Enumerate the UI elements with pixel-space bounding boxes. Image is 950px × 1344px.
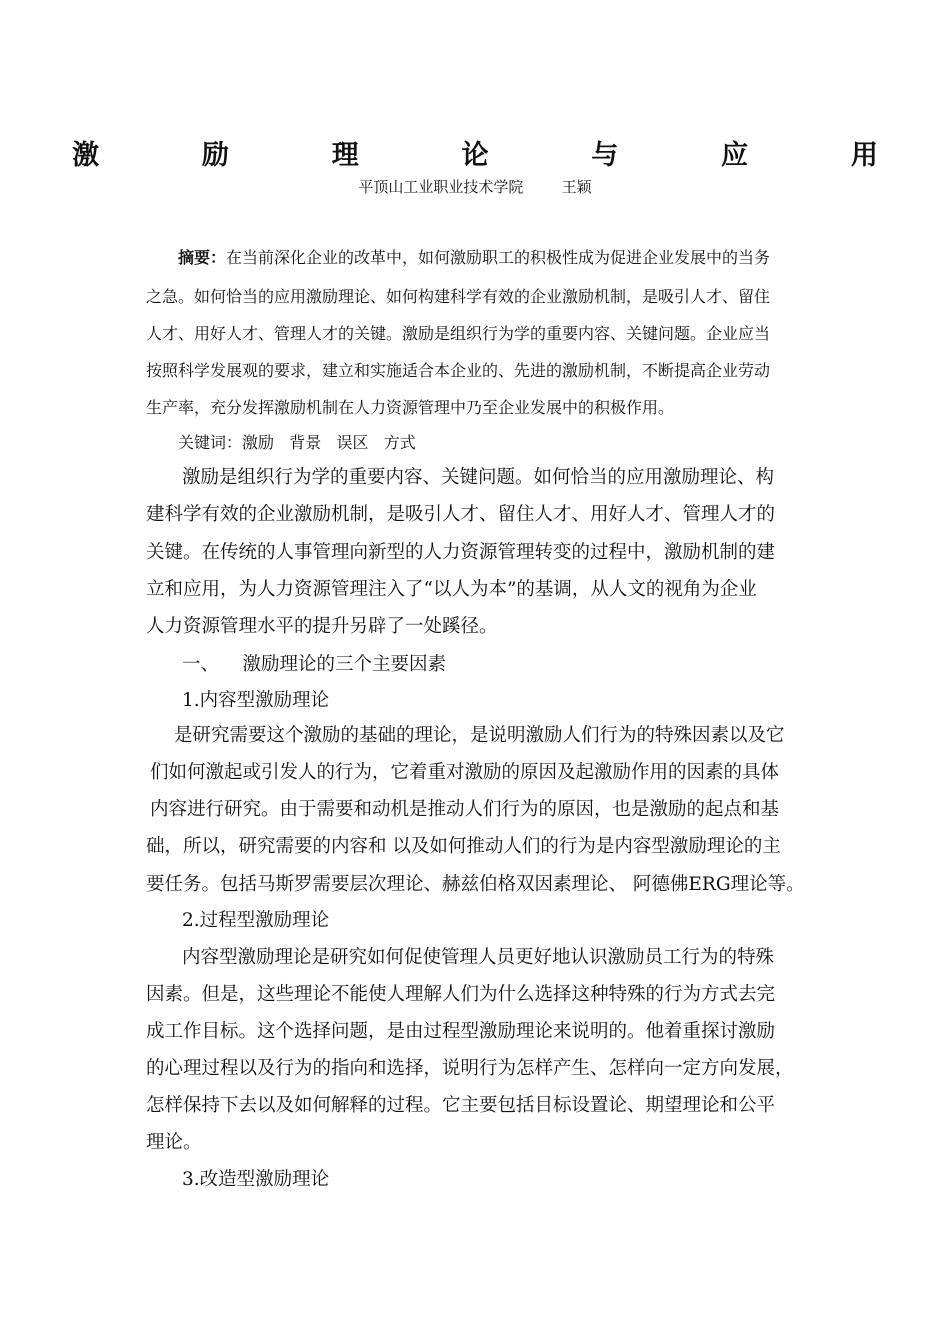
sub2-line: 内容型激励理论是研究如何促使管理人员更好地认识激励员工行为的特殊: [182, 947, 775, 968]
intro-line: 激励是组织行为学的重要内容、关键问题。如何恰当的应用激励理论、构: [182, 467, 775, 488]
sub2-line: 的心理过程以及行为的指向和选择，说明行为怎样产生、怎样向一定方向发展，: [146, 1058, 794, 1079]
intro-line: 关键。在传统的人事管理向新型的人力资源管理转变的过程中，激励机制的建: [146, 542, 776, 563]
abstract-line: 之急。如何恰当的应用激励理论、如何构建科学有效的企业激励机制，是吸引人才、留住: [146, 287, 771, 306]
intro-line: 建科学有效的企业激励机制，是吸引人才、留住人才、用好人才、管理人才的: [146, 504, 776, 525]
abstract-line-1: [178, 245, 770, 268]
abstract-line: 人才、用好人才、管理人才的关键。激励是组织行为学的重要内容、关键问题。企业应当: [146, 324, 771, 343]
intro-line: 人力资源管理水平的提升另辟了一处蹊径。: [146, 616, 498, 637]
document-title: 激 励 理 论 与 应 用: [72, 140, 906, 171]
sub1-line: 内容进行研究。由于需要和动机是推动人们行为的原因，也是激励的起点和基: [150, 799, 780, 820]
section-heading: 一、 激励理论的三个主要因素: [182, 654, 447, 675]
subsection-heading: 3.改造型激励理论: [182, 1169, 330, 1190]
sub1-line: 础，所以，研究需要的内容和 以及如何推动人们的行为是内容型激励理论的主: [146, 836, 781, 857]
keywords: 关键词：激励 背景 误区 方式: [178, 433, 416, 452]
abstract-text: 在当前深化企业的改革中，如何激励职工的积极性成为促进企业发展中的当务: [226, 248, 771, 267]
abstract-label: 摘要：: [178, 248, 227, 267]
author-affiliation: 平顶山工业职业技术学院 王颖: [358, 178, 592, 196]
abstract-line: 生产率，充分发挥激励机制在人力资源管理中乃至企业发展中的积极作用。: [146, 398, 675, 417]
sub1-line: 是研究需要这个激励的基础的理论，是说明激励人们行为的特殊因素以及它: [174, 725, 785, 746]
sub2-line: 成工作目标。这个选择问题，是由过程型激励理论来说明的。他着重探讨激励: [146, 1021, 776, 1042]
intro-line: 立和应用，为人力资源管理注入了“以人为本”的基调，从人文的视角为企业: [146, 579, 757, 600]
subsection-heading: 2.过程型激励理论: [182, 910, 330, 931]
sub2-line: 因素。但是，这些理论不能使人理解人们为什么选择这种特殊的行为方式去完: [146, 984, 776, 1005]
sub2-line: 理论。: [146, 1132, 202, 1153]
sub2-line: 怎样保持下去以及如何解释的过程。它主要包括目标设置论、期望理论和公平: [146, 1095, 776, 1116]
sub1-line: 们如何激起或引发人的行为，它着重对激励的原因及起激励作用的因素的具体: [150, 762, 780, 783]
sub1-line: 要任务。包括马斯罗需要层次理论、赫兹伯格双因素理论、 阿德佛ERG理论等。: [146, 874, 805, 895]
subsection-heading: 1.内容型激励理论: [182, 690, 330, 711]
abstract-line: 按照科学发展观的要求，建立和实施适合本企业的、先进的激励机制，不断提高企业劳动: [146, 361, 771, 380]
